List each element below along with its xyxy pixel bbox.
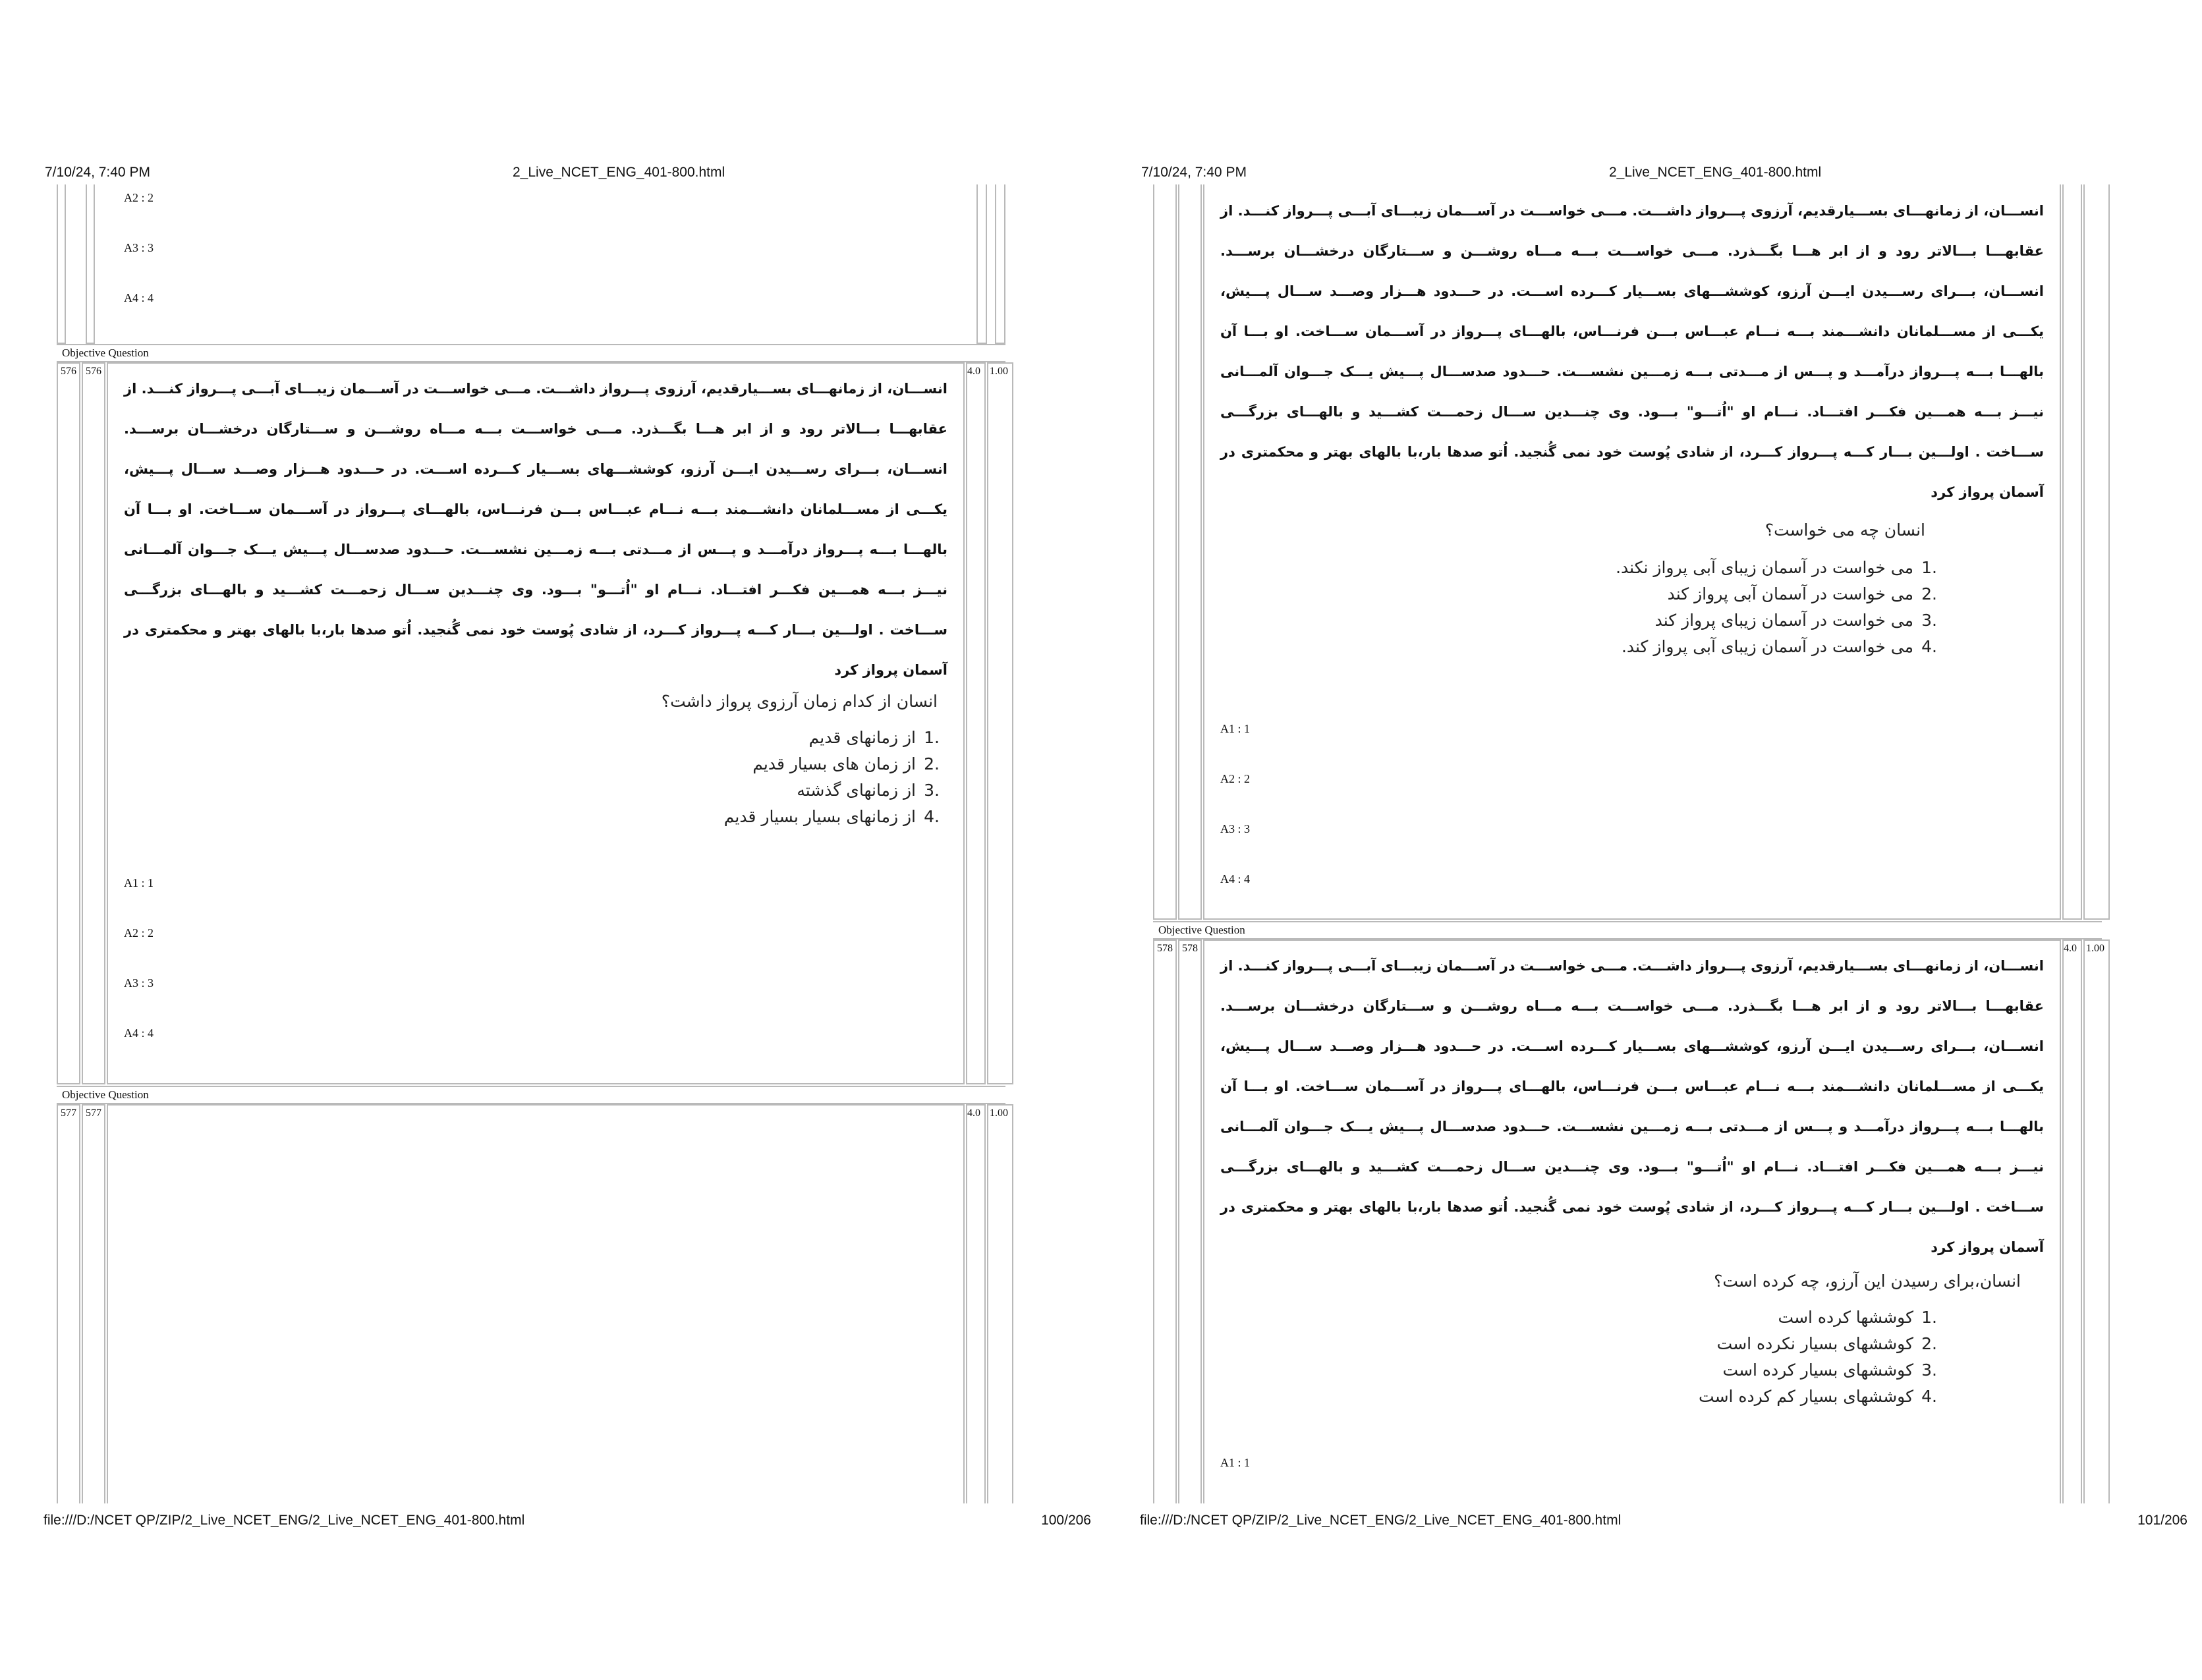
option-1: 1.می خواست در آسمان زیبای آبی پرواز نکند. bbox=[1616, 558, 1937, 577]
question-text: انسان چه می خواست؟ bbox=[1764, 520, 1925, 540]
question-negative-marks: 1.00 bbox=[990, 366, 1008, 377]
answer-option-a4: A4 : 4 bbox=[124, 1026, 154, 1040]
question-number-cell bbox=[57, 1104, 80, 1503]
options-list bbox=[1616, 555, 1945, 660]
question-body-cell bbox=[107, 1104, 965, 1503]
table-column-line bbox=[995, 184, 1005, 344]
reading-passage: انســـان، از زمانهـــای بســـیارقدیم، آرزوی پـــرواز داشـــت. مـــی خواســـت در آســـمان زیبـــای آبـــی پـــرواز کنـــد. از عقابهـــا بـــالاتر رود و از ابر هـــا بگـــذرد. مـــی خواســـت بـــه مـــاه روشـــن و ســـتارگان درخشـــان برســـد. انســـان، بـــرای رســـیدن ایـــن آرزو، کوششـــهای بســـیار کـــرده اســـت. در حـــدود هـــزار وصـــد ســـال پـــیش، یکـــی از مســـلمانان دانشـــمند بـــه نـــام عبـــاس بـــن فرنـــاس، بالهـــای پـــرواز در آســـمان ســـاخت. او بـــا آن بالهـــا بـــه پـــرواز درآمـــد و پـــس از مـــدتی بـــه زمـــین نشســـت. حـــدود صدســـال پـــیش یـــک جـــوان آلمـــانی نیـــز بـــه همـــین فکـــر افتـــاد. نـــام او "اُتـــو" بـــود. وی چنـــدین ســـال زحمـــت کشـــید و بالهـــای بزرگـــی ســـاخت . اولـــین بـــار کـــه پـــرواز کـــرد، از شادی پُوست خود نمی گُنجید. اُتو صدها بار،با بالهای بهتر و محکمتری در آسمان پرواز کرد bbox=[124, 381, 947, 678]
print-page-100 bbox=[38, 165, 1106, 1535]
answer-option-a1: A1 : 1 bbox=[124, 876, 154, 889]
print-header-date: 7/10/24, 7:40 PM bbox=[1141, 165, 1247, 180]
marks-cell bbox=[2062, 939, 2082, 1503]
question-id: 576 bbox=[86, 366, 101, 377]
answer-option-a2: A2 : 2 bbox=[1220, 772, 1250, 785]
table-column-line bbox=[976, 184, 987, 344]
options-list bbox=[724, 725, 947, 830]
question-text: انسان از کدام زمان آرزوی پرواز داشت؟ bbox=[661, 692, 938, 711]
question-number-cell bbox=[1153, 939, 1177, 1503]
print-header-date: 7/10/24, 7:40 PM bbox=[45, 165, 150, 180]
section-label-objective-question: Objective Question bbox=[62, 1088, 149, 1101]
options-list bbox=[1699, 1304, 1945, 1410]
section-divider bbox=[1153, 921, 2102, 922]
answer-option-a3: A3 : 3 bbox=[1220, 822, 1250, 835]
answer-option-a3: A3 : 3 bbox=[124, 241, 154, 254]
option-2: 2.کوششهای بسیار نکرده است bbox=[1716, 1334, 1937, 1353]
reading-passage: انســـان، از زمانهـــای بســـیارقدیم، آرزوی پـــرواز داشـــت. مـــی خواســـت در آســـمان زیبـــای آبـــی پـــرواز کنـــد. از عقابهـــا بـــالاتر رود و از ابر هـــا بگـــذرد. مـــی خواســـت بـــه مـــاه روشـــن و ســـتارگان درخشـــان برســـد. انســـان، بـــرای رســـیدن ایـــن آرزو، کوششـــهای بســـیار کـــرده اســـت. در حـــدود هـــزار وصـــد ســـال پـــیش، یکـــی از مســـلمانان دانشـــمند بـــه نـــام عبـــاس بـــن فرنـــاس، بالهـــای پـــرواز در آســـمان ســـاخت. او بـــا آن بالهـــا بـــه پـــرواز درآمـــد و پـــس از مـــدتی بـــه زمـــین نشســـت. حـــدود صدســـال پـــیش یـــک جـــوان آلمـــانی نیـــز بـــه همـــین فکـــر افتـــاد. نـــام او "اُتـــو" بـــود. وی چنـــدین ســـال زحمـــت کشـــید و بالهـــای بزرگـــی ســـاخت . اولـــین بـــار کـــه پـــرواز کـــرد، از شادی پُوست خود نمی گُنجید. اُتو صدها بار،با بالهای بهتر و محکمتری در آسمان پرواز کرد bbox=[1220, 203, 2044, 500]
question-negative-marks: 1.00 bbox=[2086, 943, 2104, 954]
print-header-title: 2_Live_NCET_ENG_401-800.html bbox=[1609, 165, 1822, 180]
section-label-objective-question: Objective Question bbox=[1158, 924, 1245, 936]
section-label-objective-question: Objective Question bbox=[62, 347, 149, 359]
option-4: 4.از زمانهای بسیار بسیار قدیم bbox=[723, 807, 940, 826]
negative-marks-cell bbox=[987, 362, 1013, 1084]
reading-passage: انســـان، از زمانهـــای بســـیارقدیم، آرزوی پـــرواز داشـــت. مـــی خواســـت در آســـمان زیبـــای آبـــی پـــرواز کنـــد. از عقابهـــا بـــالاتر رود و از ابر هـــا بگـــذرد. مـــی خواســـت بـــه مـــاه روشـــن و ســـتارگان درخشـــان برســـد. انســـان، بـــرای رســـیدن ایـــن آرزو، کوششـــهای بســـیار کـــرده اســـت. در حـــدود هـــزار وصـــد ســـال پـــیش، یکـــی از مســـلمانان دانشـــمند بـــه نـــام عبـــاس بـــن فرنـــاس، بالهـــای پـــرواز در آســـمان ســـاخت. او بـــا آن بالهـــا بـــه پـــرواز درآمـــد و پـــس از مـــدتی بـــه زمـــین نشســـت. حـــدود صدســـال پـــیش یـــک جـــوان آلمـــانی نیـــز بـــه همـــین فکـــر افتـــاد. نـــام او "اُتـــو" بـــود. وی چنـــدین ســـال زحمـــت کشـــید و بالهـــای بزرگـــی ســـاخت . اولـــین بـــار کـــه پـــرواز کـــرد، از شادی پُوست خود نمی گُنجید. اُتو صدها بار،با بالهای بهتر و محکمتری در آسمان پرواز کرد bbox=[1220, 958, 2044, 1255]
print-header-title: 2_Live_NCET_ENG_401-800.html bbox=[513, 165, 725, 180]
section-divider bbox=[57, 344, 1005, 345]
question-negative-marks: 1.00 bbox=[990, 1107, 1008, 1119]
answer-option-a3: A3 : 3 bbox=[124, 976, 154, 990]
question-text: انسان،برای رسیدن این آرزو، چه کرده است؟ bbox=[1714, 1272, 2021, 1291]
question-id: 577 bbox=[86, 1107, 101, 1119]
question-marks: 4.0 bbox=[967, 366, 980, 377]
answer-option-a2: A2 : 2 bbox=[124, 926, 154, 939]
table-column-line bbox=[57, 184, 66, 344]
option-2: 2.از زمان های بسیار قدیم bbox=[752, 754, 940, 773]
question-marks: 4.0 bbox=[967, 1107, 980, 1119]
answer-option-a4: A4 : 4 bbox=[1220, 872, 1250, 885]
option-4: 4.می خواست در آسمان زیبای آبی پرواز کند. bbox=[1621, 637, 1937, 656]
print-footer-path: file:///D:/NCET QP/ZIP/2_Live_NCET_ENG/2_Live_NCET_ENG_401-800.html bbox=[1140, 1513, 1622, 1528]
marks-cell bbox=[2062, 184, 2082, 920]
option-1: 1.کوششها کرده است bbox=[1778, 1308, 1937, 1327]
question-number: 576 bbox=[61, 366, 76, 377]
answer-option-a2: A2 : 2 bbox=[124, 191, 154, 204]
question-id-cell bbox=[82, 362, 105, 1084]
option-3: 3.از زمانهای گذشته bbox=[797, 781, 940, 800]
option-2: 2.می خواست در آسمان آبی پرواز کند bbox=[1667, 584, 1937, 603]
negative-marks-cell bbox=[2083, 184, 2110, 920]
negative-marks-cell bbox=[2083, 939, 2110, 1503]
question-number-cell bbox=[1153, 184, 1177, 920]
section-divider bbox=[57, 1086, 1005, 1087]
option-3: 3.کوششهای بسیار کرده است bbox=[1722, 1360, 1937, 1380]
question-id-cell bbox=[82, 1104, 105, 1503]
option-3: 3.می خواست در آسمان زیبای پرواز کند bbox=[1654, 611, 1937, 630]
table-column-line bbox=[86, 184, 95, 344]
print-page-101 bbox=[1135, 165, 2202, 1535]
question-id: 578 bbox=[1182, 943, 1198, 954]
print-footer-path: file:///D:/NCET QP/ZIP/2_Live_NCET_ENG/2_Live_NCET_ENG_401-800.html bbox=[43, 1513, 525, 1528]
question-marks: 4.0 bbox=[2064, 943, 2077, 954]
answer-option-a1: A1 : 1 bbox=[1220, 1456, 1250, 1469]
negative-marks-cell bbox=[987, 1104, 1013, 1503]
question-id-cell bbox=[1178, 184, 1202, 920]
answer-option-a1: A1 : 1 bbox=[1220, 722, 1250, 735]
question-number: 578 bbox=[1157, 943, 1173, 954]
marks-cell bbox=[966, 1104, 986, 1503]
option-1: 1.از زمانهای قدیم bbox=[808, 728, 940, 747]
question-number-cell bbox=[57, 362, 80, 1084]
print-footer-page-number: 101/206 bbox=[2137, 1513, 2188, 1528]
option-4: 4.کوششهای بسیار کم کرده است bbox=[1699, 1387, 1937, 1406]
marks-cell bbox=[966, 362, 986, 1084]
question-number: 577 bbox=[61, 1107, 76, 1119]
question-id-cell bbox=[1178, 939, 1202, 1503]
answer-option-a4: A4 : 4 bbox=[124, 291, 154, 304]
print-footer-page-number: 100/206 bbox=[1041, 1513, 1091, 1528]
